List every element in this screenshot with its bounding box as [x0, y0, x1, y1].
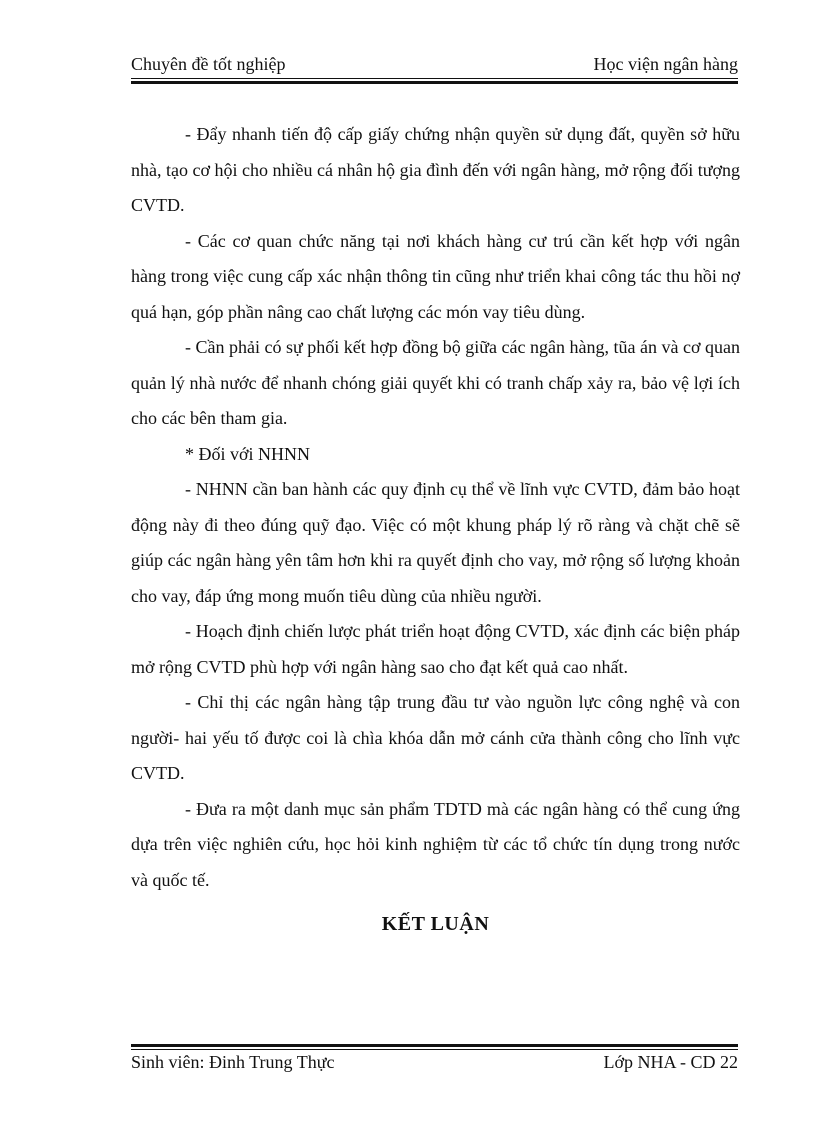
paragraph-local-authorities: - Các cơ quan chức năng tại nơi khách hàng cư trú cần kết hợp với ngân hàng trong việc cung cấp xác nhận thông tin cũng như triển khai công tác thu hồi nợ quá hạn, góp phần nâng cao chất lượng các món vay tiêu dùng. [131, 230, 740, 322]
page-footer [131, 1050, 738, 1074]
paragraph-coordination: - Cần phải có sự phối kết hợp đồng bộ giữa các ngân hàng, tũa án và cơ quan quản lý nhà nước để nhanh chóng giải quyết khi có tranh chấp xảy ra, bảo vệ lợi ích cho các bên tham gia. [131, 337, 740, 428]
paragraph-strategy: - Hoạch định chiến lược phát triển hoạt động CVTD, xác định các biện pháp mở rộng CVTD phù hợp với ngân hàng sao cho đạt kết quả cao nhất. [131, 621, 740, 677]
subheading-sbv: * Đối với NHNN [185, 443, 311, 464]
header-document-type: Chuyên đề tốt nghiệp [131, 54, 286, 74]
footer-rule-thick [131, 1044, 738, 1047]
paragraph-land-certificates: - Đẩy nhanh tiến độ cấp giấy chứng nhận quyền sử dụng đất, quyền sở hữu nhà, tạo cơ hội cho nhiều cá nhân hộ gia đình đến với ngân hàng, mở rộng đối tượng CVTD. [131, 124, 740, 215]
section-title-conclusion: KẾT LUẬN [381, 913, 490, 935]
document-body [131, 117, 740, 898]
header-rule-thin [131, 78, 738, 79]
footer-class: Lớp NHA - CD 22 [603, 1052, 738, 1072]
page-header [131, 52, 738, 76]
header-rule-thick [131, 81, 738, 84]
header-institution: Học viện ngân hàng [593, 54, 738, 74]
paragraph-regulations: - NHNN cần ban hành các quy định cụ thể về lĩnh vực CVTD, đảm bảo hoạt động này đi theo đúng quỹ đạo. Việc có một khung pháp lý rõ ràng và chặt chẽ sẽ giúp các ngân hàng yên tâm hơn khi ra quyết định cho vay, mở rộng số lượng khoản cho vay, đáp ứng mong muốn tiêu dùng của nhiều người. [131, 479, 740, 606]
footer-student-name: Sinh viên: Đinh Trung Thực [131, 1052, 335, 1072]
paragraph-technology-people: - Chỉ thị các ngân hàng tập trung đầu tư vào nguồn lực công nghệ và con người- hai yếu tố được coi là chìa khóa dẫn mở cánh cửa thành công cho lĩnh vực CVTD. [131, 692, 740, 783]
paragraph-product-catalog: - Đưa ra một danh mục sản phẩm TDTD mà các ngân hàng có thể cung ứng dựa trên việc nghiên cứu, học hỏi kinh nghiệm từ các tổ chức tín dụng trong nước và quốc tế. [131, 798, 740, 890]
